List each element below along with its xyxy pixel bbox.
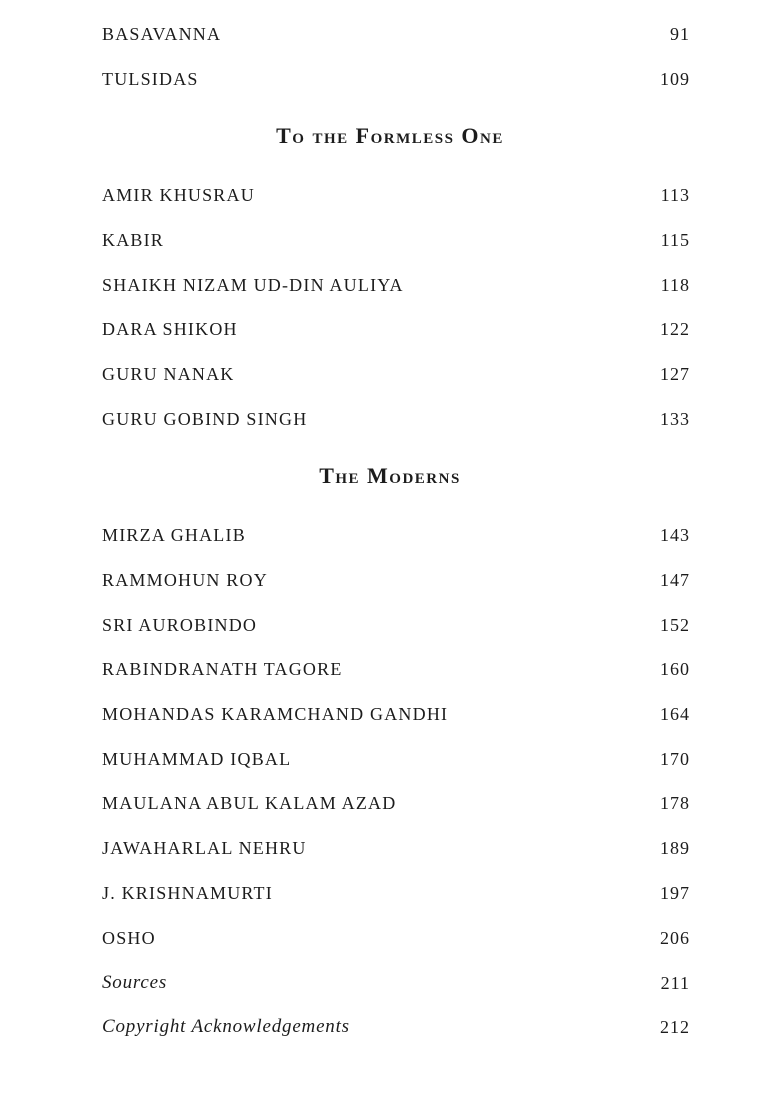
toc-entry bbox=[102, 746, 690, 772]
entry-page-number: 178 bbox=[660, 793, 690, 813]
entry-title: Copyright Acknowledgements bbox=[102, 1016, 350, 1037]
entry-title: BASAVANNA bbox=[102, 24, 222, 44]
toc-entry bbox=[102, 790, 690, 816]
entry-page-number: 152 bbox=[660, 615, 690, 635]
toc-entry bbox=[102, 612, 690, 638]
toc-entry bbox=[102, 880, 690, 906]
toc-entry bbox=[102, 361, 690, 387]
toc-entry bbox=[102, 21, 690, 47]
toc-entry bbox=[102, 316, 690, 342]
entry-title: MOHANDAS KARAMCHAND GANDHI bbox=[102, 704, 449, 724]
section-heading: The Moderns bbox=[319, 463, 461, 488]
entry-page-number: 189 bbox=[660, 838, 690, 858]
entry-title: DARA SHIKOH bbox=[102, 319, 238, 339]
entry-page-number: 91 bbox=[670, 24, 690, 44]
entry-title: GURU NANAK bbox=[102, 364, 235, 384]
toc-entry bbox=[102, 567, 690, 593]
toc-entry bbox=[102, 835, 690, 861]
entry-title: MAULANA ABUL KALAM AZAD bbox=[102, 793, 397, 813]
entry-title: MUHAMMAD IQBAL bbox=[102, 749, 292, 769]
entry-page-number: 109 bbox=[660, 69, 690, 89]
entry-page-number: 164 bbox=[660, 704, 690, 724]
section-heading: To the Formless One bbox=[276, 123, 504, 148]
toc-entry bbox=[102, 272, 690, 298]
entry-page-number: 170 bbox=[660, 749, 690, 769]
entry-title: AMIR KHUSRAU bbox=[102, 185, 255, 205]
entry-title: Sources bbox=[102, 972, 168, 993]
entry-title: TULSIDAS bbox=[102, 69, 199, 89]
toc-entry bbox=[102, 522, 690, 548]
entry-title: RABINDRANATH TAGORE bbox=[102, 659, 343, 679]
entry-page-number: 113 bbox=[660, 185, 690, 205]
entry-title: JAWAHARLAL NEHRU bbox=[102, 838, 307, 858]
toc-entry bbox=[102, 227, 690, 253]
entry-page-number: 143 bbox=[660, 525, 690, 545]
entry-title: J. KRISHNAMURTI bbox=[102, 883, 273, 903]
toc-entry bbox=[102, 1014, 690, 1040]
toc-entry bbox=[102, 925, 690, 951]
toc-entry bbox=[102, 182, 690, 208]
entry-page-number: 127 bbox=[660, 364, 690, 384]
entry-page-number: 197 bbox=[660, 883, 690, 903]
toc-entry bbox=[102, 656, 690, 682]
entry-page-number: 133 bbox=[660, 409, 690, 429]
entry-page-number: 115 bbox=[660, 230, 690, 250]
entry-page-number: 118 bbox=[660, 275, 690, 295]
toc-entry bbox=[102, 701, 690, 727]
toc-entry bbox=[102, 66, 690, 92]
entry-page-number: 206 bbox=[660, 928, 690, 948]
entry-page-number: 122 bbox=[660, 319, 690, 339]
entry-page-number: 211 bbox=[660, 973, 690, 993]
entry-title: OSHO bbox=[102, 928, 156, 948]
entry-title: GURU GOBIND SINGH bbox=[102, 409, 308, 429]
entry-title: MIRZA GHALIB bbox=[102, 525, 246, 545]
toc-entry bbox=[102, 406, 690, 432]
entry-page-number: 212 bbox=[660, 1017, 690, 1037]
entry-page-number: 147 bbox=[660, 570, 690, 590]
entry-page-number: 160 bbox=[660, 659, 690, 679]
entry-title: SRI AUROBINDO bbox=[102, 615, 258, 635]
entry-title: KABIR bbox=[102, 230, 165, 250]
entry-title: SHAIKH NIZAM UD-DIN AULIYA bbox=[102, 275, 404, 295]
toc-entry bbox=[102, 970, 690, 996]
entry-title: RAMMOHUN ROY bbox=[102, 570, 268, 590]
